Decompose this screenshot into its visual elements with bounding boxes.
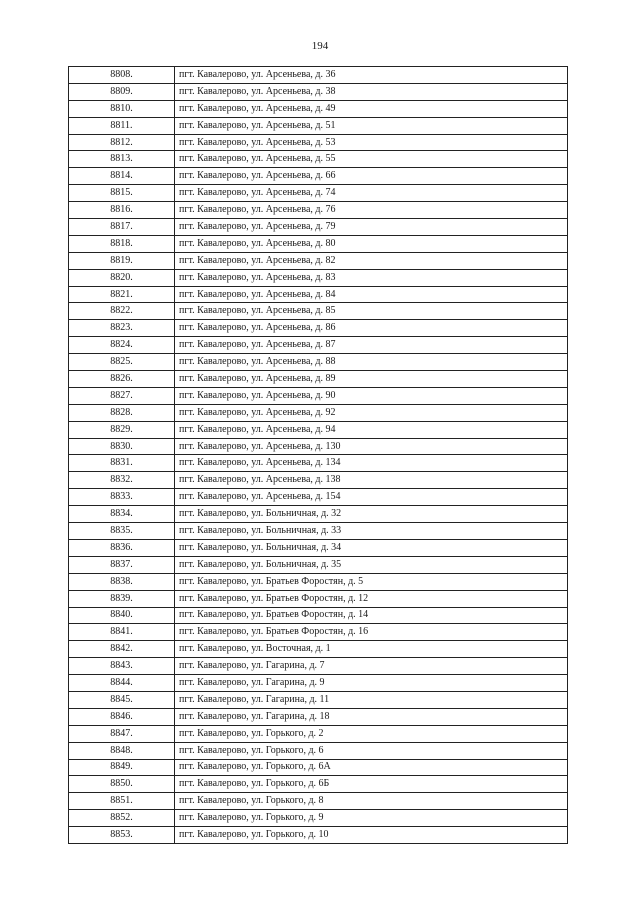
row-number: 8852. (69, 810, 175, 827)
table-row (69, 472, 568, 489)
row-address: пгт. Кавалерово, ул. Горького, д. 9 (175, 810, 568, 827)
table-row (69, 371, 568, 388)
table-row (69, 83, 568, 100)
table-row (69, 303, 568, 320)
row-address: пгт. Кавалерово, ул. Арсеньева, д. 51 (175, 117, 568, 134)
table-row (69, 100, 568, 117)
table-row (69, 320, 568, 337)
row-number: 8848. (69, 742, 175, 759)
row-address: пгт. Кавалерово, ул. Братьев Форостян, д. 14 (175, 607, 568, 624)
table-row (69, 421, 568, 438)
row-address: пгт. Кавалерово, ул. Арсеньева, д. 94 (175, 421, 568, 438)
row-address: пгт. Кавалерово, ул. Горького, д. 6Б (175, 776, 568, 793)
table-row (69, 455, 568, 472)
row-number: 8843. (69, 658, 175, 675)
table-row (69, 354, 568, 371)
row-address: пгт. Кавалерово, ул. Больничная, д. 32 (175, 506, 568, 523)
row-address: пгт. Кавалерово, ул. Гагарина, д. 11 (175, 691, 568, 708)
table-row (69, 708, 568, 725)
row-address: пгт. Кавалерово, ул. Гагарина, д. 7 (175, 658, 568, 675)
row-address: пгт. Кавалерово, ул. Арсеньева, д. 38 (175, 83, 568, 100)
table-row (69, 252, 568, 269)
table-row (69, 286, 568, 303)
row-number: 8834. (69, 506, 175, 523)
row-number: 8820. (69, 269, 175, 286)
row-number: 8815. (69, 185, 175, 202)
row-address: пгт. Кавалерово, ул. Горького, д. 6А (175, 759, 568, 776)
table-row (69, 827, 568, 844)
row-number: 8840. (69, 607, 175, 624)
table-row (69, 506, 568, 523)
table-row (69, 776, 568, 793)
row-number: 8851. (69, 793, 175, 810)
table-row (69, 387, 568, 404)
row-number: 8814. (69, 168, 175, 185)
table-row (69, 219, 568, 236)
row-number: 8818. (69, 235, 175, 252)
table-row (69, 235, 568, 252)
row-number: 8825. (69, 354, 175, 371)
table-row (69, 675, 568, 692)
row-number: 8826. (69, 371, 175, 388)
row-number: 8808. (69, 67, 175, 84)
row-address: пгт. Кавалерово, ул. Больничная, д. 35 (175, 556, 568, 573)
row-number: 8823. (69, 320, 175, 337)
row-address: пгт. Кавалерово, ул. Братьев Форостян, д. 5 (175, 573, 568, 590)
row-number: 8819. (69, 252, 175, 269)
row-number: 8830. (69, 438, 175, 455)
row-number: 8813. (69, 151, 175, 168)
table-row (69, 641, 568, 658)
row-address: пгт. Кавалерово, ул. Арсеньева, д. 154 (175, 489, 568, 506)
table-row (69, 759, 568, 776)
row-address: пгт. Кавалерово, ул. Горького, д. 6 (175, 742, 568, 759)
row-number: 8842. (69, 641, 175, 658)
table-row (69, 337, 568, 354)
row-number: 8853. (69, 827, 175, 844)
address-table (68, 66, 568, 844)
row-address: пгт. Кавалерово, ул. Больничная, д. 33 (175, 523, 568, 540)
row-address: пгт. Кавалерово, ул. Восточная, д. 1 (175, 641, 568, 658)
table-row (69, 691, 568, 708)
row-number: 8836. (69, 539, 175, 556)
row-address: пгт. Кавалерово, ул. Арсеньева, д. 55 (175, 151, 568, 168)
row-number: 8822. (69, 303, 175, 320)
row-number: 8832. (69, 472, 175, 489)
row-address: пгт. Кавалерово, ул. Братьев Форостян, д. 12 (175, 590, 568, 607)
row-address: пгт. Кавалерово, ул. Арсеньева, д. 87 (175, 337, 568, 354)
row-address: пгт. Кавалерово, ул. Арсеньева, д. 138 (175, 472, 568, 489)
row-address: пгт. Кавалерово, ул. Арсеньева, д. 82 (175, 252, 568, 269)
row-number: 8847. (69, 725, 175, 742)
page-number: 194 (311, 40, 329, 52)
row-address: пгт. Кавалерово, ул. Арсеньева, д. 53 (175, 134, 568, 151)
row-number: 8811. (69, 117, 175, 134)
row-address: пгт. Кавалерово, ул. Арсеньева, д. 83 (175, 269, 568, 286)
row-address: пгт. Кавалерово, ул. Арсеньева, д. 79 (175, 219, 568, 236)
row-number: 8821. (69, 286, 175, 303)
row-number: 8810. (69, 100, 175, 117)
table-row (69, 573, 568, 590)
row-number: 8833. (69, 489, 175, 506)
row-address: пгт. Кавалерово, ул. Арсеньева, д. 76 (175, 202, 568, 219)
table-row (69, 590, 568, 607)
row-number: 8838. (69, 573, 175, 590)
table-row (69, 556, 568, 573)
row-address: пгт. Кавалерово, ул. Арсеньева, д. 80 (175, 235, 568, 252)
table-row (69, 489, 568, 506)
table-row (69, 607, 568, 624)
table-row (69, 151, 568, 168)
row-number: 8812. (69, 134, 175, 151)
table-row (69, 523, 568, 540)
row-address: пгт. Кавалерово, ул. Арсеньева, д. 89 (175, 371, 568, 388)
row-address: пгт. Кавалерово, ул. Арсеньева, д. 36 (175, 67, 568, 84)
table-row (69, 658, 568, 675)
row-number: 8831. (69, 455, 175, 472)
table-row (69, 117, 568, 134)
table-row (69, 67, 568, 84)
row-address: пгт. Кавалерово, ул. Арсеньева, д. 49 (175, 100, 568, 117)
table-row (69, 438, 568, 455)
row-address: пгт. Кавалерово, ул. Арсеньева, д. 86 (175, 320, 568, 337)
table-row (69, 539, 568, 556)
table-row (69, 810, 568, 827)
row-number: 8839. (69, 590, 175, 607)
row-address: пгт. Кавалерово, ул. Арсеньева, д. 66 (175, 168, 568, 185)
row-number: 8850. (69, 776, 175, 793)
row-address: пгт. Кавалерово, ул. Гагарина, д. 9 (175, 675, 568, 692)
row-address: пгт. Кавалерово, ул. Арсеньева, д. 134 (175, 455, 568, 472)
row-number: 8849. (69, 759, 175, 776)
row-number: 8828. (69, 404, 175, 421)
address-table-body (69, 67, 568, 844)
table-row (69, 624, 568, 641)
row-address: пгт. Кавалерово, ул. Горького, д. 8 (175, 793, 568, 810)
row-address: пгт. Кавалерово, ул. Братьев Форостян, д. 16 (175, 624, 568, 641)
row-number: 8816. (69, 202, 175, 219)
table-row (69, 134, 568, 151)
row-number: 8824. (69, 337, 175, 354)
row-number: 8844. (69, 675, 175, 692)
row-number: 8841. (69, 624, 175, 641)
row-address: пгт. Кавалерово, ул. Горького, д. 10 (175, 827, 568, 844)
table-row (69, 185, 568, 202)
row-number: 8827. (69, 387, 175, 404)
row-number: 8829. (69, 421, 175, 438)
row-number: 8817. (69, 219, 175, 236)
row-number: 8809. (69, 83, 175, 100)
table-row (69, 202, 568, 219)
row-address: пгт. Кавалерово, ул. Больничная, д. 34 (175, 539, 568, 556)
table-row (69, 168, 568, 185)
row-number: 8837. (69, 556, 175, 573)
row-address: пгт. Кавалерово, ул. Арсеньева, д. 88 (175, 354, 568, 371)
row-address: пгт. Кавалерово, ул. Арсеньева, д. 85 (175, 303, 568, 320)
row-address: пгт. Кавалерово, ул. Арсеньева, д. 130 (175, 438, 568, 455)
row-address: пгт. Кавалерово, ул. Арсеньева, д. 74 (175, 185, 568, 202)
row-address: пгт. Кавалерово, ул. Горького, д. 2 (175, 725, 568, 742)
table-row (69, 793, 568, 810)
row-number: 8845. (69, 691, 175, 708)
table-row (69, 742, 568, 759)
row-number: 8846. (69, 708, 175, 725)
table-row (69, 269, 568, 286)
table-row (69, 404, 568, 421)
row-address: пгт. Кавалерово, ул. Арсеньева, д. 90 (175, 387, 568, 404)
row-address: пгт. Кавалерово, ул. Гагарина, д. 18 (175, 708, 568, 725)
table-row (69, 725, 568, 742)
row-address: пгт. Кавалерово, ул. Арсеньева, д. 84 (175, 286, 568, 303)
row-address: пгт. Кавалерово, ул. Арсеньева, д. 92 (175, 404, 568, 421)
row-number: 8835. (69, 523, 175, 540)
